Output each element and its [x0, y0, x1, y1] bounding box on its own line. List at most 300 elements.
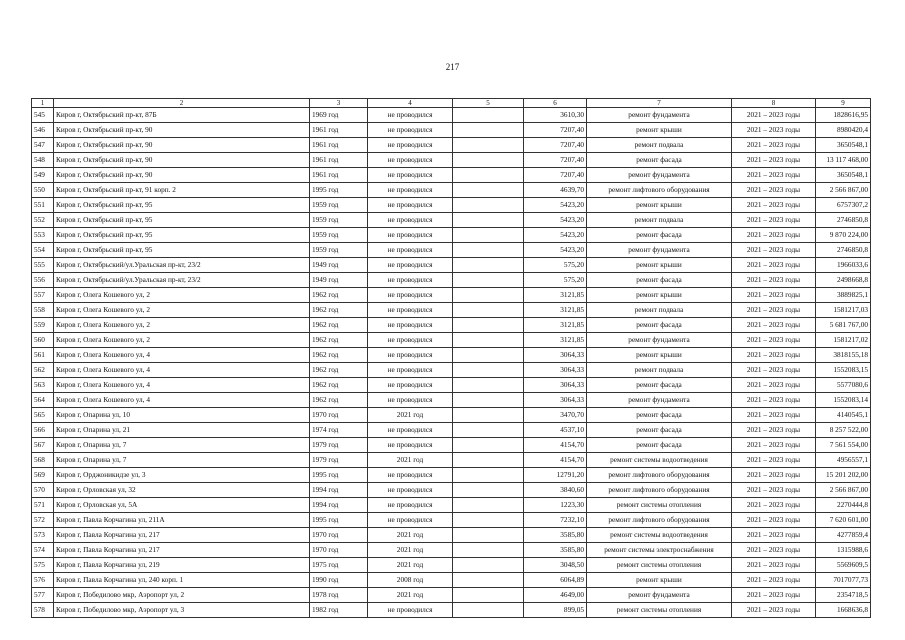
- row-number: 548: [32, 153, 54, 168]
- cost-cell: 9 870 224,00: [816, 228, 871, 243]
- address-cell: Киров г, Опарина ул, 21: [54, 423, 310, 438]
- empty-cell: [453, 168, 524, 183]
- cost-cell: 13 117 468,00: [816, 153, 871, 168]
- column-header: 9: [816, 99, 871, 108]
- last-repair-cell: не проводился: [368, 138, 453, 153]
- area-cell: 3121,85: [524, 318, 587, 333]
- table-row: [32, 528, 871, 543]
- build-year-cell: 1979 год: [310, 453, 368, 468]
- last-repair-cell: не проводился: [368, 243, 453, 258]
- cost-cell: 1828616,95: [816, 108, 871, 123]
- address-cell: Киров г, Октябрьский пр-кт, 95: [54, 213, 310, 228]
- build-year-cell: 1962 год: [310, 363, 368, 378]
- address-cell: Киров г, Павла Корчагина ул, 219: [54, 558, 310, 573]
- build-year-cell: 1961 год: [310, 123, 368, 138]
- build-year-cell: 1962 год: [310, 378, 368, 393]
- address-cell: Киров г, Орловская ул, 5А: [54, 498, 310, 513]
- area-cell: 3121,85: [524, 333, 587, 348]
- empty-cell: [453, 228, 524, 243]
- period-cell: 2021 – 2023 годы: [732, 498, 816, 513]
- empty-cell: [453, 543, 524, 558]
- empty-cell: [453, 198, 524, 213]
- table-row: [32, 303, 871, 318]
- last-repair-cell: не проводился: [368, 513, 453, 528]
- last-repair-cell: не проводился: [368, 228, 453, 243]
- empty-cell: [453, 108, 524, 123]
- period-cell: 2021 – 2023 годы: [732, 603, 816, 618]
- row-number: 576: [32, 573, 54, 588]
- area-cell: 3064,33: [524, 393, 587, 408]
- table-row: [32, 138, 871, 153]
- period-cell: 2021 – 2023 годы: [732, 453, 816, 468]
- column-header: 2: [54, 99, 310, 108]
- last-repair-cell: не проводился: [368, 468, 453, 483]
- row-number: 550: [32, 183, 54, 198]
- work-type-cell: ремонт фасада: [587, 423, 732, 438]
- last-repair-cell: 2021 год: [368, 558, 453, 573]
- area-cell: 6064,89: [524, 573, 587, 588]
- cost-cell: 8 257 522,00: [816, 423, 871, 438]
- period-cell: 2021 – 2023 годы: [732, 363, 816, 378]
- empty-cell: [453, 393, 524, 408]
- period-cell: 2021 – 2023 годы: [732, 423, 816, 438]
- work-type-cell: ремонт крыши: [587, 573, 732, 588]
- build-year-cell: 1995 год: [310, 183, 368, 198]
- period-cell: 2021 – 2023 годы: [732, 588, 816, 603]
- build-year-cell: 1959 год: [310, 213, 368, 228]
- period-cell: 2021 – 2023 годы: [732, 543, 816, 558]
- period-cell: 2021 – 2023 годы: [732, 228, 816, 243]
- address-cell: Киров г, Павла Корчагина ул, 217: [54, 543, 310, 558]
- table-row: [32, 318, 871, 333]
- area-cell: 5423,20: [524, 198, 587, 213]
- period-cell: 2021 – 2023 годы: [732, 168, 816, 183]
- table-row: [32, 573, 871, 588]
- cost-cell: 1581217,02: [816, 333, 871, 348]
- cost-cell: 4956557,1: [816, 453, 871, 468]
- address-cell: Киров г, Октябрьский пр-кт, 87Б: [54, 108, 310, 123]
- table-row: [32, 348, 871, 363]
- work-type-cell: ремонт крыши: [587, 348, 732, 363]
- column-header: 7: [587, 99, 732, 108]
- last-repair-cell: не проводился: [368, 303, 453, 318]
- table-row: [32, 378, 871, 393]
- address-cell: Киров г, Олега Кошевого ул, 4: [54, 378, 310, 393]
- work-type-cell: ремонт фундамента: [587, 333, 732, 348]
- area-cell: 12791,20: [524, 468, 587, 483]
- area-cell: 7207,40: [524, 123, 587, 138]
- cost-cell: 1315988,6: [816, 543, 871, 558]
- period-cell: 2021 – 2023 годы: [732, 558, 816, 573]
- cost-cell: 4277859,4: [816, 528, 871, 543]
- table-row: [32, 123, 871, 138]
- period-cell: 2021 – 2023 годы: [732, 438, 816, 453]
- empty-cell: [453, 513, 524, 528]
- build-year-cell: 1995 год: [310, 513, 368, 528]
- address-cell: Киров г, Олега Кошевого ул, 2: [54, 318, 310, 333]
- work-type-cell: ремонт фасада: [587, 273, 732, 288]
- table-row: [32, 363, 871, 378]
- cost-cell: 2270444,8: [816, 498, 871, 513]
- row-number: 557: [32, 288, 54, 303]
- work-type-cell: ремонт подвала: [587, 303, 732, 318]
- period-cell: 2021 – 2023 годы: [732, 333, 816, 348]
- row-number: 545: [32, 108, 54, 123]
- area-cell: 4639,70: [524, 183, 587, 198]
- table-row: [32, 588, 871, 603]
- column-header: 3: [310, 99, 368, 108]
- build-year-cell: 1962 год: [310, 393, 368, 408]
- header-row: [32, 99, 871, 108]
- cost-cell: 15 201 202,00: [816, 468, 871, 483]
- build-year-cell: 1962 год: [310, 318, 368, 333]
- empty-cell: [453, 453, 524, 468]
- address-cell: Киров г, Октябрьский пр-кт, 95: [54, 198, 310, 213]
- period-cell: 2021 – 2023 годы: [732, 288, 816, 303]
- last-repair-cell: не проводился: [368, 603, 453, 618]
- work-type-cell: ремонт фундамента: [587, 168, 732, 183]
- last-repair-cell: не проводился: [368, 318, 453, 333]
- empty-cell: [453, 243, 524, 258]
- period-cell: 2021 – 2023 годы: [732, 123, 816, 138]
- empty-cell: [453, 363, 524, 378]
- empty-cell: [453, 498, 524, 513]
- work-type-cell: ремонт крыши: [587, 288, 732, 303]
- row-number: 574: [32, 543, 54, 558]
- last-repair-cell: 2021 год: [368, 528, 453, 543]
- table-row: [32, 453, 871, 468]
- empty-cell: [453, 588, 524, 603]
- period-cell: 2021 – 2023 годы: [732, 303, 816, 318]
- area-cell: 1223,30: [524, 498, 587, 513]
- period-cell: 2021 – 2023 годы: [732, 348, 816, 363]
- empty-cell: [453, 558, 524, 573]
- row-number: 562: [32, 363, 54, 378]
- table-row: [32, 153, 871, 168]
- work-type-cell: ремонт фасада: [587, 438, 732, 453]
- period-cell: 2021 – 2023 годы: [732, 378, 816, 393]
- work-type-cell: ремонт системы водоотведения: [587, 453, 732, 468]
- table-body: [32, 108, 871, 618]
- last-repair-cell: не проводился: [368, 258, 453, 273]
- row-number: 560: [32, 333, 54, 348]
- last-repair-cell: не проводился: [368, 198, 453, 213]
- last-repair-cell: 2008 год: [368, 573, 453, 588]
- work-type-cell: ремонт фасада: [587, 228, 732, 243]
- last-repair-cell: 2021 год: [368, 408, 453, 423]
- last-repair-cell: не проводился: [368, 168, 453, 183]
- cost-cell: 7017077,73: [816, 573, 871, 588]
- period-cell: 2021 – 2023 годы: [732, 183, 816, 198]
- row-number: 575: [32, 558, 54, 573]
- cost-cell: 3818155,18: [816, 348, 871, 363]
- last-repair-cell: не проводился: [368, 348, 453, 363]
- address-cell: Киров г, Олега Кошевого ул, 2: [54, 288, 310, 303]
- cost-cell: 7 620 601,00: [816, 513, 871, 528]
- cost-cell: 2 566 867,00: [816, 483, 871, 498]
- cost-cell: 2354718,5: [816, 588, 871, 603]
- area-cell: 3470,70: [524, 408, 587, 423]
- area-cell: 4154,70: [524, 438, 587, 453]
- empty-cell: [453, 603, 524, 618]
- page-number: 217: [445, 62, 460, 72]
- table-header: [32, 99, 871, 108]
- build-year-cell: 1962 год: [310, 303, 368, 318]
- empty-cell: [453, 483, 524, 498]
- empty-cell: [453, 378, 524, 393]
- address-cell: Киров г, Олега Кошевого ул, 2: [54, 333, 310, 348]
- last-repair-cell: не проводился: [368, 108, 453, 123]
- build-year-cell: 1961 год: [310, 138, 368, 153]
- address-cell: Киров г, Октябрьский пр-кт, 95: [54, 243, 310, 258]
- table-row: [32, 198, 871, 213]
- row-number: 570: [32, 483, 54, 498]
- cost-cell: 3650548,1: [816, 168, 871, 183]
- cost-cell: 6757307,2: [816, 198, 871, 213]
- table-row: [32, 243, 871, 258]
- area-cell: 3048,50: [524, 558, 587, 573]
- empty-cell: [453, 423, 524, 438]
- area-cell: 7207,40: [524, 138, 587, 153]
- table-row: [32, 333, 871, 348]
- work-type-cell: ремонт лифтового оборудования: [587, 468, 732, 483]
- work-type-cell: ремонт фундамента: [587, 588, 732, 603]
- work-type-cell: ремонт фундамента: [587, 243, 732, 258]
- work-type-cell: ремонт системы отопления: [587, 498, 732, 513]
- cost-cell: 1552083,14: [816, 393, 871, 408]
- row-number: 567: [32, 438, 54, 453]
- work-type-cell: ремонт крыши: [587, 123, 732, 138]
- last-repair-cell: не проводился: [368, 153, 453, 168]
- last-repair-cell: не проводился: [368, 423, 453, 438]
- work-type-cell: ремонт фасада: [587, 378, 732, 393]
- period-cell: 2021 – 2023 годы: [732, 318, 816, 333]
- work-type-cell: ремонт лифтового оборудования: [587, 513, 732, 528]
- column-header: 1: [32, 99, 54, 108]
- build-year-cell: 1962 год: [310, 348, 368, 363]
- last-repair-cell: 2021 год: [368, 453, 453, 468]
- cost-cell: 2746850,8: [816, 243, 871, 258]
- build-year-cell: 1974 год: [310, 423, 368, 438]
- empty-cell: [453, 303, 524, 318]
- table-row: [32, 543, 871, 558]
- last-repair-cell: не проводился: [368, 483, 453, 498]
- work-type-cell: ремонт подвала: [587, 213, 732, 228]
- work-type-cell: ремонт крыши: [587, 258, 732, 273]
- row-number: 566: [32, 423, 54, 438]
- empty-cell: [453, 288, 524, 303]
- empty-cell: [453, 333, 524, 348]
- address-cell: Киров г, Октябрьский/ул.Уральская пр-кт, 23/2: [54, 273, 310, 288]
- repair-schedule-table: [31, 98, 871, 618]
- cost-cell: 5569609,5: [816, 558, 871, 573]
- table-row: [32, 558, 871, 573]
- last-repair-cell: не проводился: [368, 393, 453, 408]
- empty-cell: [453, 528, 524, 543]
- area-cell: 3585,80: [524, 543, 587, 558]
- row-number: 556: [32, 273, 54, 288]
- row-number: 559: [32, 318, 54, 333]
- build-year-cell: 1979 год: [310, 438, 368, 453]
- table-row: [32, 603, 871, 618]
- table-row: [32, 483, 871, 498]
- address-cell: Киров г, Орловская ул, 32: [54, 483, 310, 498]
- address-cell: Киров г, Павла Корчагина ул, 240 корп. 1: [54, 573, 310, 588]
- period-cell: 2021 – 2023 годы: [732, 213, 816, 228]
- empty-cell: [453, 138, 524, 153]
- row-number: 551: [32, 198, 54, 213]
- row-number: 555: [32, 258, 54, 273]
- build-year-cell: 1975 год: [310, 558, 368, 573]
- address-cell: Киров г, Победилово мкр, Аэропорт ул, 3: [54, 603, 310, 618]
- address-cell: Киров г, Опарина ул, 10: [54, 408, 310, 423]
- address-cell: Киров г, Победилово мкр, Аэропорт ул, 2: [54, 588, 310, 603]
- table-row: [32, 108, 871, 123]
- area-cell: 3121,85: [524, 303, 587, 318]
- last-repair-cell: 2021 год: [368, 588, 453, 603]
- work-type-cell: ремонт фасада: [587, 408, 732, 423]
- empty-cell: [453, 408, 524, 423]
- cost-cell: 1966033,6: [816, 258, 871, 273]
- cost-cell: 1668636,8: [816, 603, 871, 618]
- build-year-cell: 1959 год: [310, 198, 368, 213]
- work-type-cell: ремонт фасада: [587, 153, 732, 168]
- row-number: 569: [32, 468, 54, 483]
- empty-cell: [453, 273, 524, 288]
- period-cell: 2021 – 2023 годы: [732, 243, 816, 258]
- empty-cell: [453, 153, 524, 168]
- row-number: 577: [32, 588, 54, 603]
- address-cell: Киров г, Павла Корчагина ул, 211А: [54, 513, 310, 528]
- last-repair-cell: не проводился: [368, 288, 453, 303]
- build-year-cell: 1994 год: [310, 483, 368, 498]
- period-cell: 2021 – 2023 годы: [732, 393, 816, 408]
- area-cell: 5423,20: [524, 213, 587, 228]
- period-cell: 2021 – 2023 годы: [732, 573, 816, 588]
- period-cell: 2021 – 2023 годы: [732, 408, 816, 423]
- address-cell: Киров г, Октябрьский пр-кт, 91 корп. 2: [54, 183, 310, 198]
- period-cell: 2021 – 2023 годы: [732, 483, 816, 498]
- cost-cell: 5577080,6: [816, 378, 871, 393]
- empty-cell: [453, 318, 524, 333]
- build-year-cell: 1970 год: [310, 408, 368, 423]
- work-type-cell: ремонт фасада: [587, 318, 732, 333]
- last-repair-cell: не проводился: [368, 273, 453, 288]
- empty-cell: [453, 258, 524, 273]
- last-repair-cell: не проводился: [368, 183, 453, 198]
- area-cell: 3064,33: [524, 348, 587, 363]
- last-repair-cell: не проводился: [368, 438, 453, 453]
- build-year-cell: 1962 год: [310, 288, 368, 303]
- address-cell: Киров г, Октябрьский пр-кт, 90: [54, 123, 310, 138]
- row-number: 565: [32, 408, 54, 423]
- period-cell: 2021 – 2023 годы: [732, 258, 816, 273]
- table-row: [32, 288, 871, 303]
- period-cell: 2021 – 2023 годы: [732, 468, 816, 483]
- row-number: 572: [32, 513, 54, 528]
- row-number: 549: [32, 168, 54, 183]
- period-cell: 2021 – 2023 годы: [732, 198, 816, 213]
- work-type-cell: ремонт системы отопления: [587, 603, 732, 618]
- empty-cell: [453, 573, 524, 588]
- cost-cell: 1581217,03: [816, 303, 871, 318]
- cost-cell: 7 561 554,00: [816, 438, 871, 453]
- empty-cell: [453, 183, 524, 198]
- row-number: 573: [32, 528, 54, 543]
- address-cell: Киров г, Октябрьский пр-кт, 90: [54, 168, 310, 183]
- area-cell: 5423,20: [524, 228, 587, 243]
- build-year-cell: 1995 год: [310, 468, 368, 483]
- last-repair-cell: не проводился: [368, 213, 453, 228]
- address-cell: Киров г, Опарина ул, 7: [54, 438, 310, 453]
- period-cell: 2021 – 2023 годы: [732, 513, 816, 528]
- period-cell: 2021 – 2023 годы: [732, 108, 816, 123]
- work-type-cell: ремонт фундамента: [587, 393, 732, 408]
- table-row: [32, 408, 871, 423]
- table-row: [32, 258, 871, 273]
- area-cell: 3610,30: [524, 108, 587, 123]
- address-cell: Киров г, Октябрьский пр-кт, 90: [54, 138, 310, 153]
- row-number: 568: [32, 453, 54, 468]
- table-row: [32, 438, 871, 453]
- cost-cell: 1552083,15: [816, 363, 871, 378]
- area-cell: 3121,85: [524, 288, 587, 303]
- work-type-cell: ремонт лифтового оборудования: [587, 483, 732, 498]
- empty-cell: [453, 213, 524, 228]
- row-number: 558: [32, 303, 54, 318]
- area-cell: 7207,40: [524, 153, 587, 168]
- table-row: [32, 513, 871, 528]
- address-cell: Киров г, Октябрьский/ул.Уральская пр-кт, 23/2: [54, 258, 310, 273]
- cost-cell: 2 566 867,00: [816, 183, 871, 198]
- area-cell: 4537,10: [524, 423, 587, 438]
- last-repair-cell: не проводился: [368, 363, 453, 378]
- row-number: 578: [32, 603, 54, 618]
- area-cell: 7232,10: [524, 513, 587, 528]
- work-type-cell: ремонт подвала: [587, 138, 732, 153]
- area-cell: 575,20: [524, 258, 587, 273]
- address-cell: Киров г, Октябрьский пр-кт, 90: [54, 153, 310, 168]
- table-row: [32, 393, 871, 408]
- work-type-cell: ремонт фундамента: [587, 108, 732, 123]
- work-type-cell: ремонт крыши: [587, 198, 732, 213]
- build-year-cell: 1949 год: [310, 273, 368, 288]
- table-row: [32, 468, 871, 483]
- build-year-cell: 1959 год: [310, 228, 368, 243]
- empty-cell: [453, 348, 524, 363]
- build-year-cell: 1970 год: [310, 543, 368, 558]
- row-number: 554: [32, 243, 54, 258]
- last-repair-cell: не проводился: [368, 498, 453, 513]
- table-row: [32, 213, 871, 228]
- cost-cell: 2498668,8: [816, 273, 871, 288]
- area-cell: 3064,33: [524, 378, 587, 393]
- build-year-cell: 1962 год: [310, 333, 368, 348]
- address-cell: Киров г, Павла Корчагина ул, 217: [54, 528, 310, 543]
- row-number: 561: [32, 348, 54, 363]
- table-row: [32, 183, 871, 198]
- address-cell: Киров г, Орджоникидзе ул, 3: [54, 468, 310, 483]
- last-repair-cell: не проводился: [368, 378, 453, 393]
- build-year-cell: 1969 год: [310, 108, 368, 123]
- build-year-cell: 1949 год: [310, 258, 368, 273]
- empty-cell: [453, 468, 524, 483]
- address-cell: Киров г, Олега Кошевого ул, 2: [54, 303, 310, 318]
- table-row: [32, 423, 871, 438]
- area-cell: 899,05: [524, 603, 587, 618]
- work-type-cell: ремонт системы отопления: [587, 558, 732, 573]
- period-cell: 2021 – 2023 годы: [732, 528, 816, 543]
